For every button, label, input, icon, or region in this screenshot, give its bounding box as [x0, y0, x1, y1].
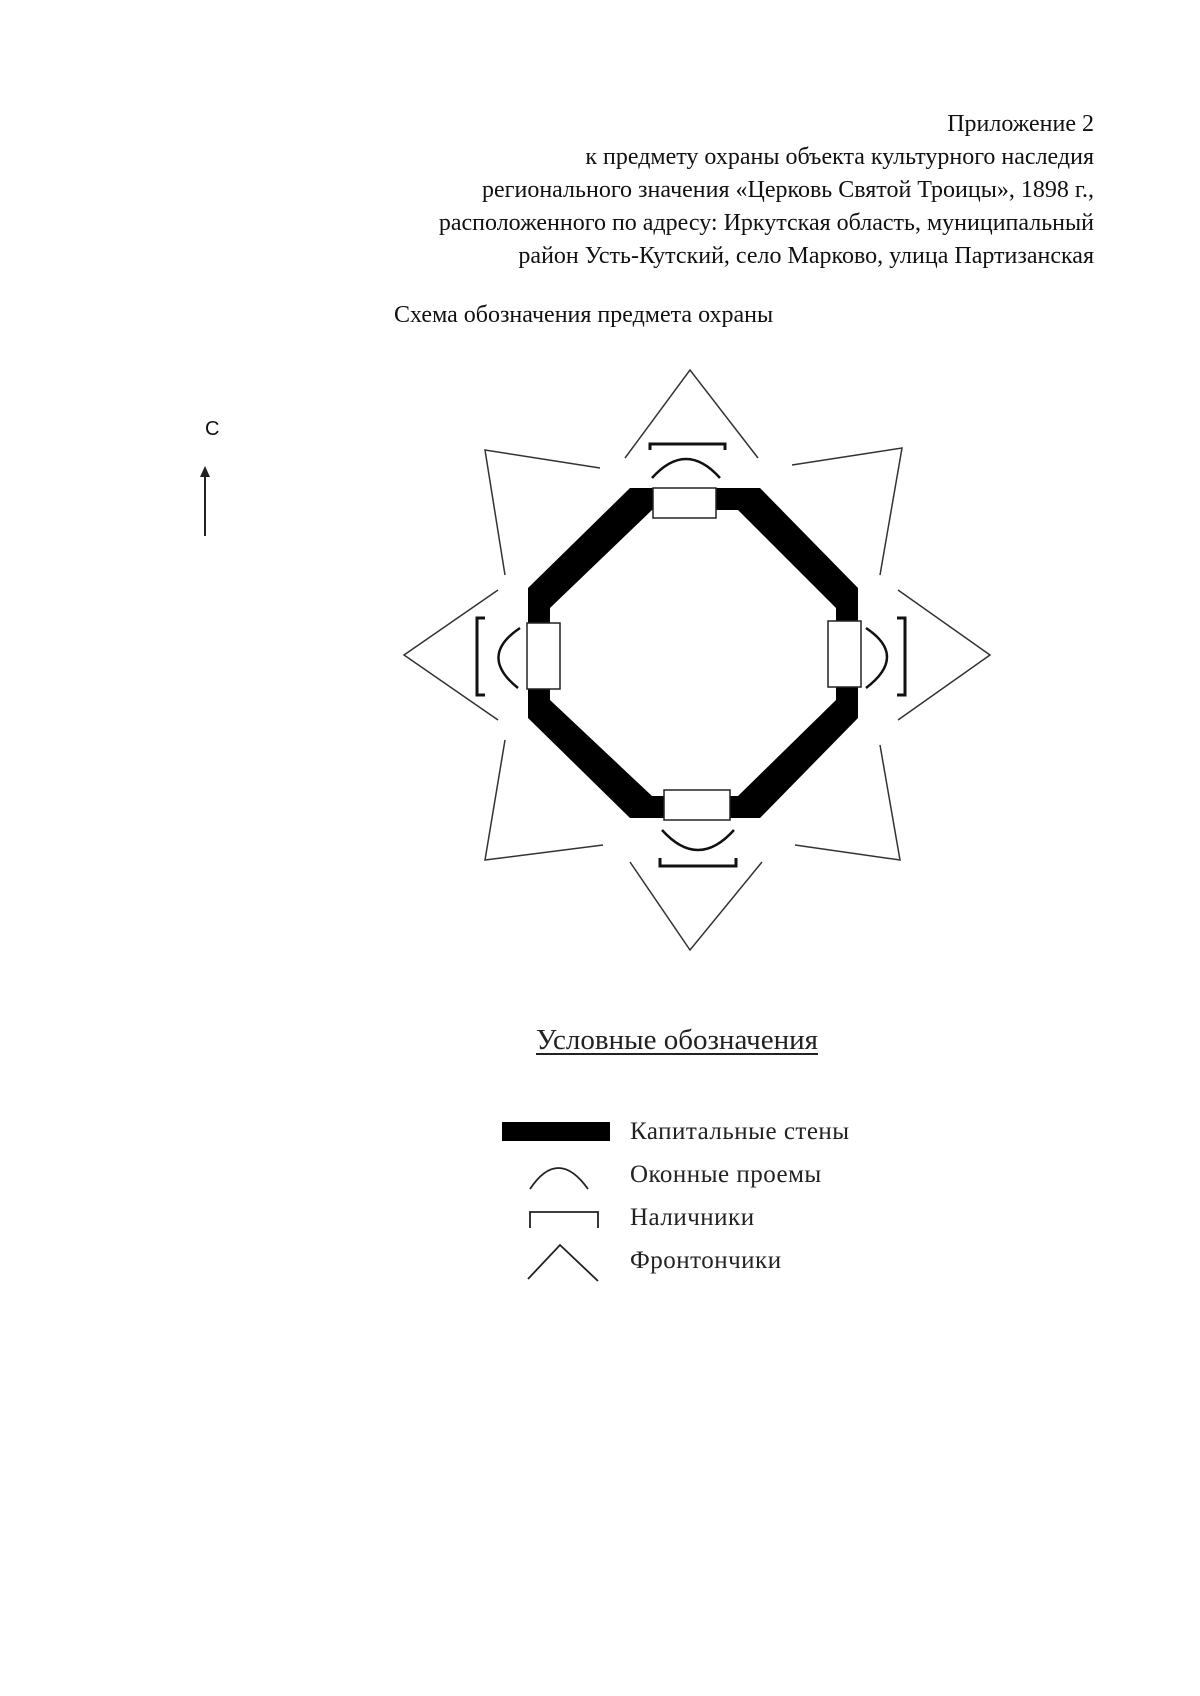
casing-west [477, 618, 485, 695]
legend-label-casings: Наличники [630, 1203, 755, 1231]
pediment-south [630, 862, 762, 950]
legend-item-windows [500, 1153, 920, 1196]
legend-title: Условные обозначения [536, 1024, 818, 1056]
north-indicator [195, 418, 235, 548]
north-arrow-icon [195, 466, 215, 536]
window-north [653, 488, 716, 518]
legend-label-windows: Оконные проемы [630, 1160, 822, 1188]
pediment-chevron-icon [500, 1239, 630, 1282]
header-line-5: район Усть-Кутский, село Марково, улица Партизанская [518, 243, 1094, 269]
window-arc-icon [500, 1153, 630, 1196]
pediment-east [898, 590, 990, 720]
north-label: С [205, 418, 220, 440]
casing-east [897, 618, 905, 695]
header-line-2: к предмету охраны объекта культурного наследия [585, 144, 1094, 170]
legend-item-pediments [500, 1239, 920, 1282]
arc-north [652, 459, 720, 478]
header-line-4: расположенного по адресу: Иркутская область, муниципальный [438, 210, 1094, 236]
legend-label-walls: Капитальные стены [630, 1117, 850, 1145]
arc-south [662, 830, 734, 850]
wall-bar-icon [500, 1110, 630, 1153]
casing-bracket-icon [500, 1196, 630, 1239]
legend-item-walls [500, 1110, 920, 1153]
appendix-number: Приложение 2 [947, 111, 1094, 137]
window-east [828, 621, 861, 687]
pediment-west [404, 590, 498, 720]
window-south [664, 790, 730, 820]
capital-walls [528, 488, 858, 818]
church-floor-plan [380, 355, 1000, 975]
casing-north [650, 444, 725, 450]
header-line-3: регионального значения «Церковь Святой Троицы», 1898 г., [482, 177, 1094, 203]
arc-west [498, 628, 520, 688]
arc-east [866, 628, 887, 688]
document-header [194, 108, 1094, 273]
window-openings [527, 488, 861, 820]
legend [500, 1110, 920, 1282]
legend-label-pediments: Фронтончики [630, 1246, 782, 1274]
scheme-title: Схема обозначения предмета охраны [394, 302, 774, 328]
window-west [527, 623, 560, 689]
pediment-group [404, 370, 990, 950]
casing-south [660, 858, 736, 866]
legend-item-casings [500, 1196, 920, 1239]
